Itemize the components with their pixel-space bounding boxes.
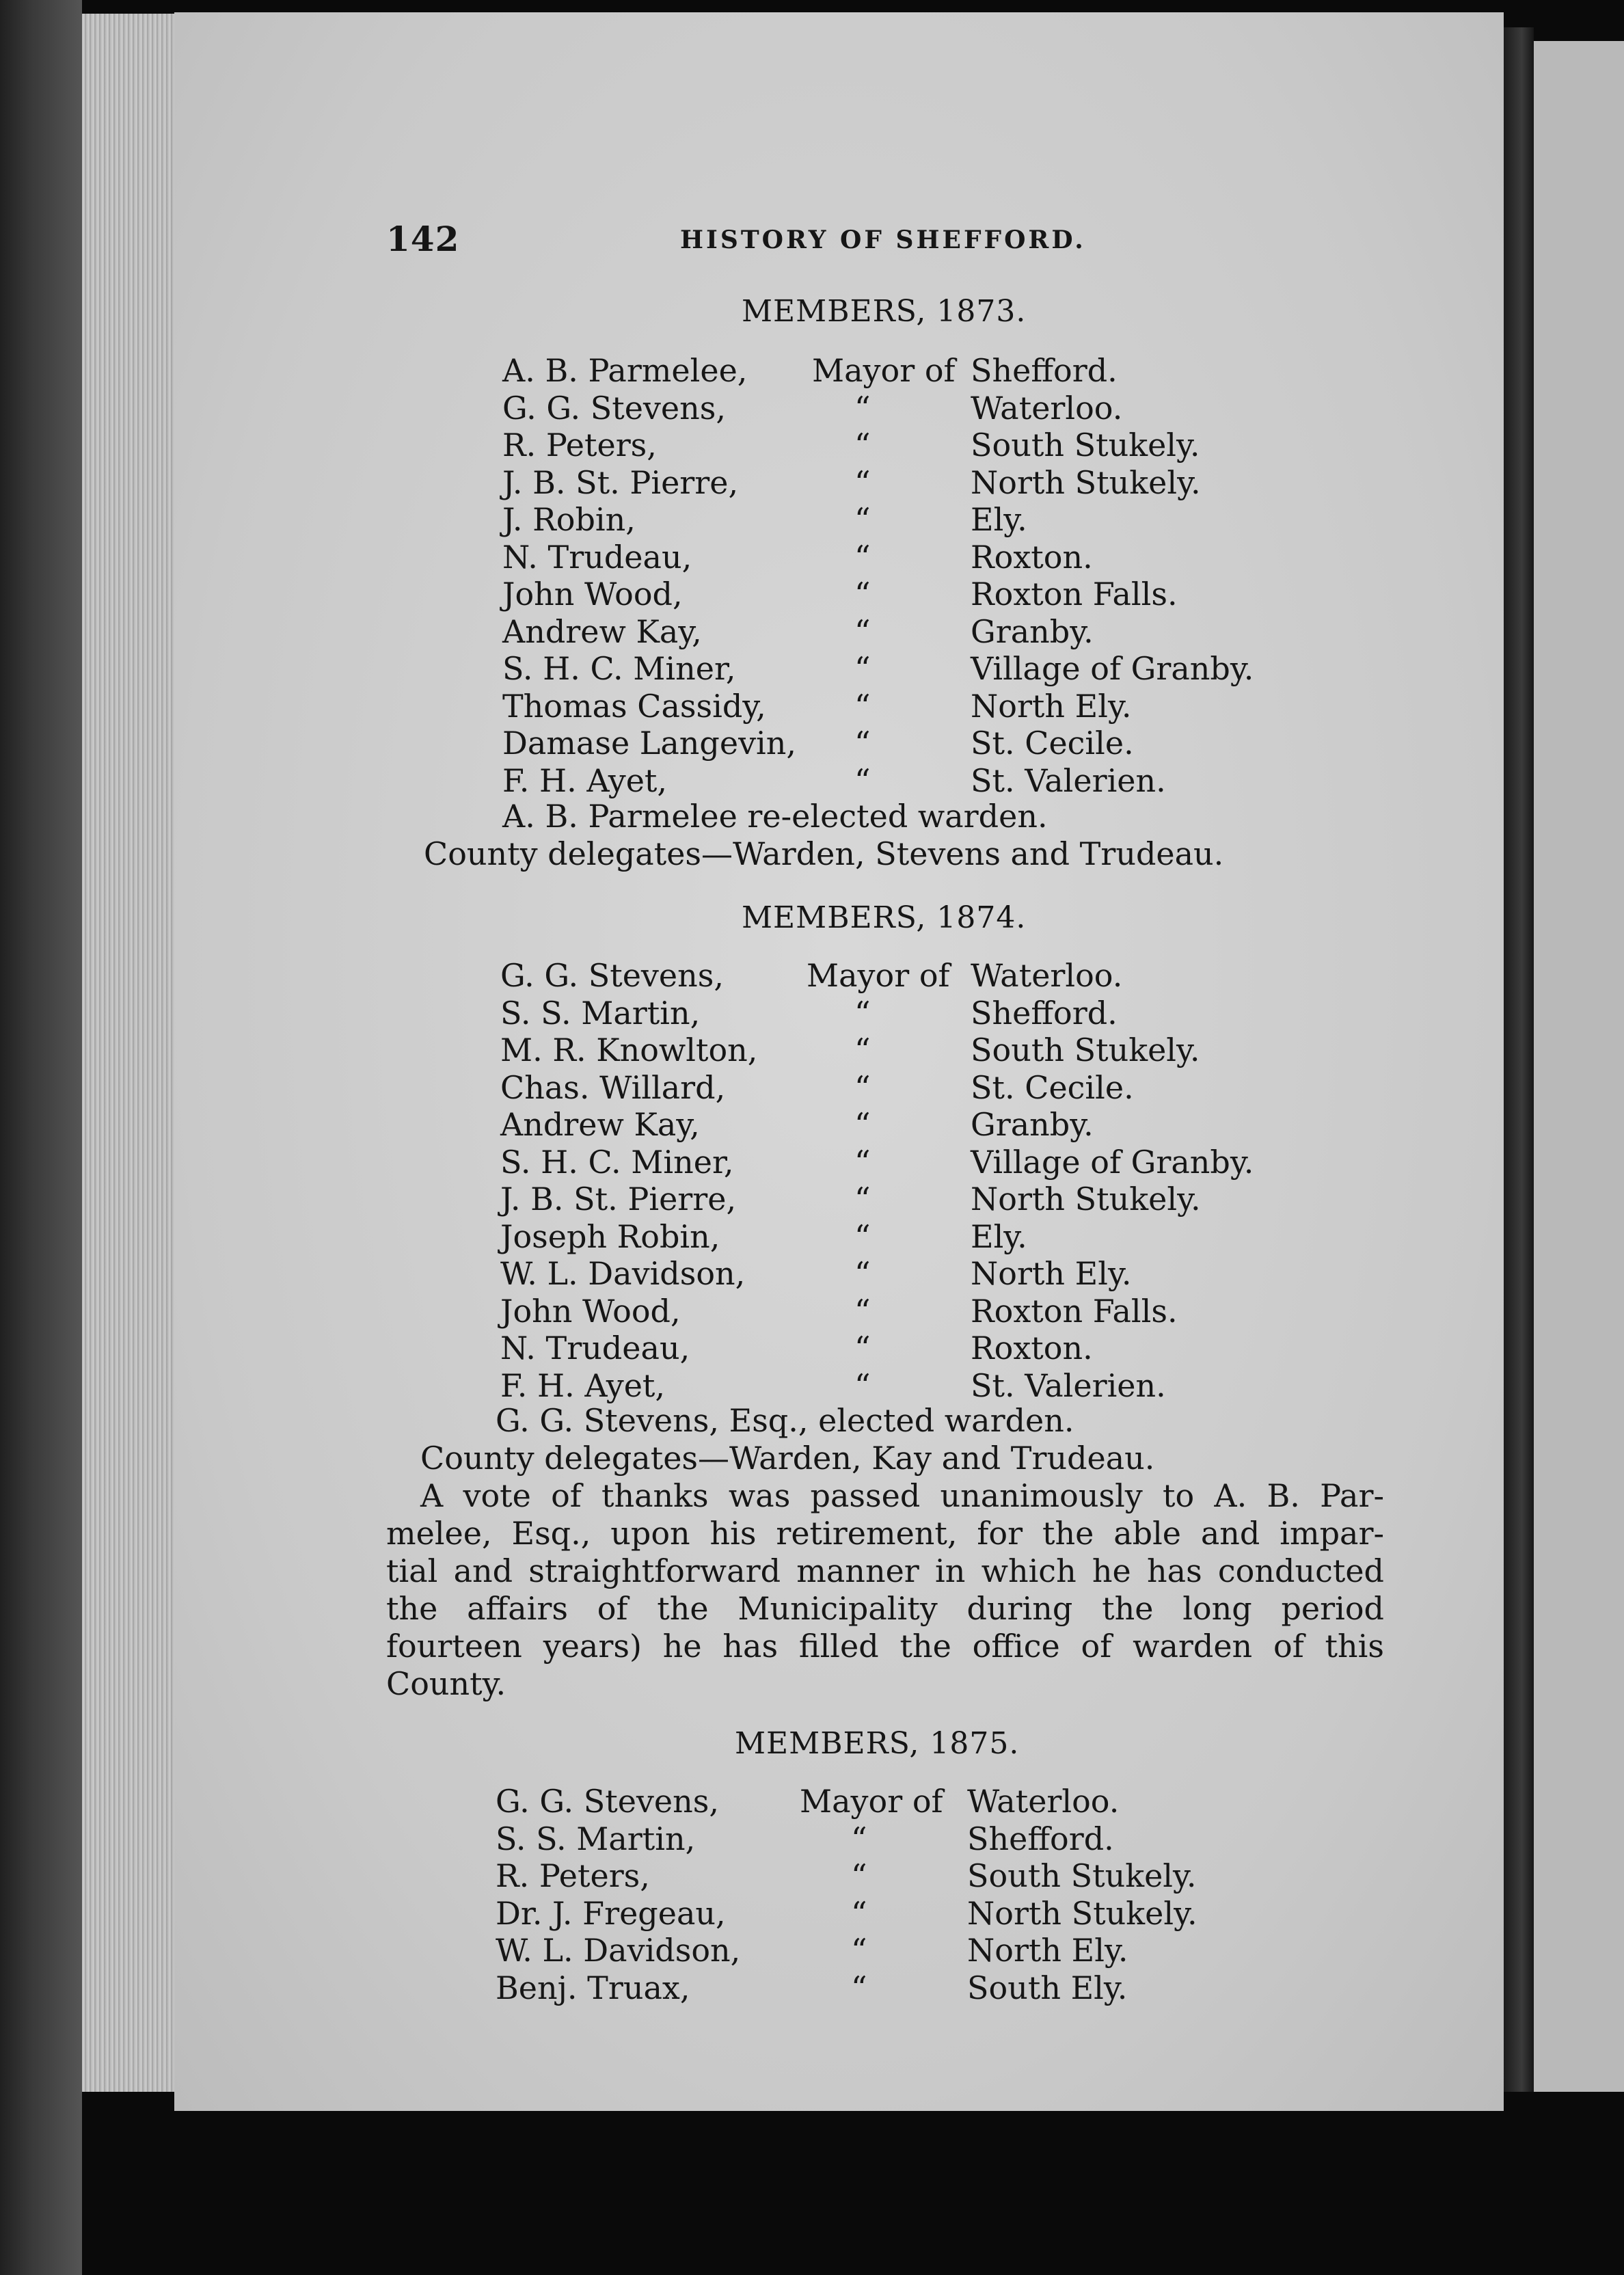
member-name: N. Trudeau,: [502, 538, 692, 576]
member-place: Roxton.: [971, 1330, 1093, 1367]
member-row: [500, 1032, 1321, 1069]
member-row: [496, 1969, 1316, 2007]
member-office: “: [854, 1217, 871, 1255]
member-place: St. Valerien.: [971, 1367, 1166, 1404]
member-office: Mayor of: [807, 957, 950, 994]
member-name: F. H. Ayet,: [500, 1367, 666, 1404]
member-office: “: [851, 1857, 867, 1894]
member-row: [500, 1069, 1321, 1107]
member-row: [502, 427, 1323, 464]
member-name: R. Peters,: [502, 427, 657, 463]
member-row: [500, 1330, 1321, 1367]
member-row: [500, 1144, 1321, 1181]
member-row: [502, 352, 1323, 390]
member-place: Shefford.: [971, 352, 1118, 389]
section-heading-1874: MEMBERS, 1874.: [742, 900, 1027, 935]
member-name: Andrew Kay,: [502, 612, 702, 650]
member-place: North Stukely.: [971, 463, 1201, 501]
member-place: Village of Granby.: [971, 1143, 1254, 1181]
member-name: R. Peters,: [496, 1857, 650, 1894]
member-row: [500, 957, 1321, 995]
member-name: S. S. Martin,: [500, 994, 701, 1032]
member-office: “: [854, 994, 871, 1032]
vote-of-thanks-paragraph: [386, 1477, 1384, 1703]
member-name: S. H. C. Miner,: [502, 650, 736, 687]
member-name: W. L. Davidson,: [500, 1255, 746, 1292]
member-row: [500, 1293, 1321, 1330]
member-place: Granby.: [971, 612, 1094, 650]
delegates-note-1874: County delegates—Warden, Kay and Trudeau.: [420, 1440, 1155, 1477]
member-name: N. Trudeau,: [500, 1330, 690, 1367]
member-place: Ely.: [971, 501, 1027, 538]
member-row: [500, 1367, 1321, 1405]
member-place: Roxton.: [971, 538, 1093, 576]
member-office: “: [854, 538, 871, 576]
member-place: North Stukely.: [967, 1894, 1197, 1932]
member-name: G. G. Stevens,: [502, 389, 726, 427]
member-place: Village of Granby.: [971, 650, 1254, 687]
member-office: “: [851, 1969, 867, 2006]
member-place: St. Cecile.: [971, 725, 1134, 762]
member-row: [502, 725, 1323, 762]
member-place: St. Valerien.: [971, 762, 1166, 799]
paragraph-line: A vote of thanks was passed unanimously to A. B. Par-: [420, 1477, 1384, 1514]
member-office: “: [854, 1143, 871, 1181]
running-title: HISTORY OF SHEFFORD.: [680, 226, 1086, 254]
section-heading-1873: MEMBERS, 1873.: [742, 294, 1027, 329]
member-place: South Stukely.: [971, 1032, 1200, 1068]
member-office: “: [854, 1255, 871, 1292]
warden-note-1873: A. B. Parmelee re-elected warden.: [502, 798, 1048, 835]
member-place: North Ely.: [971, 687, 1132, 725]
page-number: 142: [386, 219, 460, 259]
member-office: “: [854, 1292, 871, 1330]
member-row: [500, 1255, 1321, 1293]
member-office: “: [854, 501, 871, 538]
member-row: [502, 762, 1323, 800]
member-name: Joseph Robin,: [500, 1217, 720, 1255]
member-place: Waterloo.: [971, 957, 1123, 994]
member-name: Benj. Truax,: [496, 1969, 690, 2006]
member-office: “: [851, 1932, 867, 1969]
member-name: S. S. Martin,: [496, 1820, 696, 1857]
member-name: Dr. J. Fregeau,: [496, 1894, 726, 1932]
facing-page-edge: [1534, 41, 1624, 2092]
member-office: “: [854, 612, 871, 650]
scan-border: [82, 2112, 1624, 2275]
member-place: North Ely.: [971, 1255, 1132, 1292]
member-row: [502, 688, 1323, 725]
member-place: North Ely.: [967, 1932, 1128, 1969]
member-name: A. B. Parmelee,: [502, 352, 748, 389]
member-office: “: [854, 389, 871, 427]
member-office: “: [854, 1068, 871, 1106]
paragraph-line: the affairs of the Municipality during the long period: [386, 1590, 1384, 1627]
member-row: [496, 1820, 1316, 1858]
member-name: J. Robin,: [502, 501, 636, 538]
member-row: [502, 464, 1323, 502]
member-row: [496, 1932, 1316, 1969]
member-name: John Wood,: [502, 576, 683, 612]
member-row: [502, 501, 1323, 539]
member-name: W. L. Davidson,: [496, 1932, 741, 1969]
member-row: [500, 995, 1321, 1032]
member-place: Shefford.: [971, 994, 1118, 1032]
member-name: Damase Langevin,: [502, 725, 797, 762]
book-gutter: [0, 0, 82, 2275]
member-row: [500, 1106, 1321, 1144]
member-office: “: [854, 1181, 871, 1217]
member-row: [496, 1895, 1316, 1933]
member-name: S. H. C. Miner,: [500, 1143, 734, 1181]
member-place: St. Cecile.: [971, 1068, 1134, 1106]
member-office: “: [854, 762, 871, 799]
member-name: G. G. Stevens,: [496, 1783, 719, 1820]
member-place: Ely.: [971, 1217, 1027, 1255]
member-row: [502, 390, 1323, 427]
member-row: [502, 576, 1323, 613]
member-name: J. B. St. Pierre,: [502, 463, 739, 501]
member-office: “: [854, 725, 871, 762]
member-name: John Wood,: [500, 1292, 681, 1330]
member-place: South Stukely.: [967, 1857, 1197, 1894]
member-place: Roxton Falls.: [971, 1292, 1178, 1330]
member-row: [502, 650, 1323, 688]
member-place: South Ely.: [967, 1969, 1128, 2006]
member-row: [496, 1783, 1316, 1820]
member-place: Waterloo.: [967, 1783, 1120, 1820]
delegates-note-1873: County delegates—Warden, Stevens and Trudeau.: [424, 835, 1224, 872]
member-place: Granby.: [971, 1106, 1094, 1143]
member-office: “: [851, 1894, 867, 1932]
section-heading-1875: MEMBERS, 1875.: [735, 1726, 1020, 1761]
member-office: “: [851, 1820, 867, 1857]
member-row: [496, 1857, 1316, 1895]
page-edges: [82, 14, 178, 2092]
paragraph-line: melee, Esq., upon his retirement, for the able and impar-: [386, 1515, 1384, 1552]
paragraph-line: County.: [386, 1665, 506, 1702]
member-name: J. B. St. Pierre,: [500, 1181, 737, 1217]
member-place: Roxton Falls.: [971, 576, 1178, 612]
member-office: “: [854, 463, 871, 501]
member-name: Andrew Kay,: [500, 1106, 700, 1143]
member-name: G. G. Stevens,: [500, 957, 724, 994]
member-name: Chas. Willard,: [500, 1068, 726, 1106]
book-spine: [1504, 27, 1534, 2092]
member-row: [502, 539, 1323, 576]
member-office: “: [854, 1367, 871, 1404]
member-row: [500, 1218, 1321, 1256]
paragraph-line: tial and straightforward manner in which he has conducted: [386, 1552, 1384, 1589]
member-office: “: [854, 1330, 871, 1367]
member-office: “: [854, 1032, 871, 1068]
member-place: Shefford.: [967, 1820, 1114, 1857]
member-place: South Stukely.: [971, 427, 1200, 463]
member-name: M. R. Knowlton,: [500, 1032, 758, 1068]
running-head: [386, 219, 1384, 267]
warden-note-1874: G. G. Stevens, Esq., elected warden.: [496, 1402, 1074, 1439]
member-office: “: [854, 576, 871, 612]
member-office: “: [854, 1106, 871, 1143]
member-office: “: [854, 687, 871, 725]
member-row: [500, 1181, 1321, 1218]
member-place: Waterloo.: [971, 389, 1123, 427]
member-row: [502, 613, 1323, 651]
member-office: Mayor of: [812, 352, 956, 389]
member-office: “: [854, 650, 871, 687]
member-office: “: [854, 427, 871, 463]
member-name: F. H. Ayet,: [502, 762, 668, 799]
paragraph-line: fourteen years) he has filled the office of warden of this: [386, 1628, 1384, 1665]
member-place: North Stukely.: [971, 1181, 1201, 1217]
member-name: Thomas Cassidy,: [502, 687, 766, 725]
member-office: Mayor of: [800, 1783, 943, 1820]
